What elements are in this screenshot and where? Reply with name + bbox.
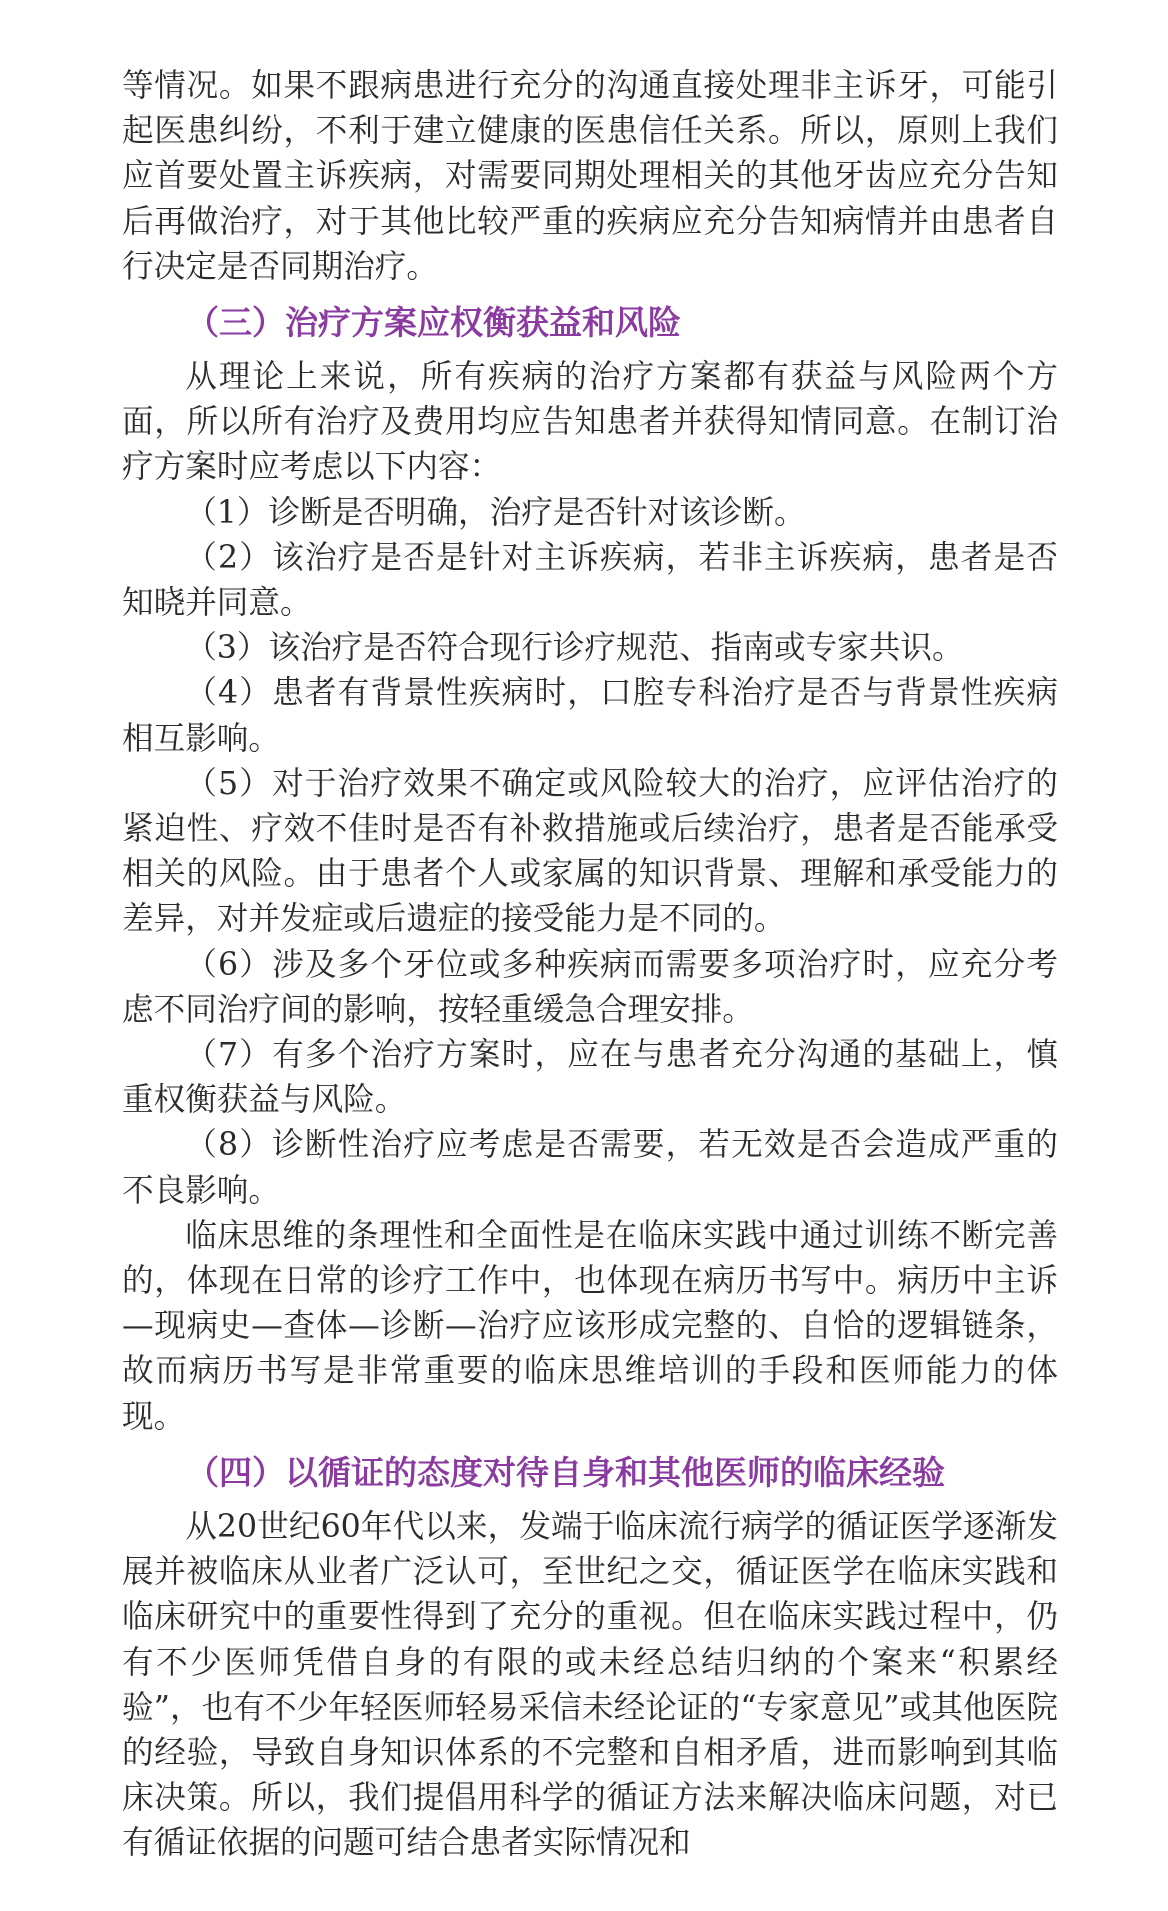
list-item-4: （4）患者有背景性疾病时，口腔专科治疗是否与背景性疾病相互影响。 bbox=[122, 675, 1058, 757]
list-item-3: （3）该治疗是否符合现行诊疗规范、指南或专家共识。 bbox=[185, 630, 964, 667]
paragraph-intro: 从理论上来说，所有疾病的治疗方案都有获益与风险两个方面，所以所有治疗及费用均应告知患者并获得知情同意。在制订治疗方案时应考虑以下内容： bbox=[122, 359, 1058, 486]
list-item-6: （6）涉及多个牙位或多种疾病而需要多项治疗时，应充分考虑不同治疗间的影响，按轻重缓急合理安排。 bbox=[122, 946, 1058, 1028]
paragraph-continuation: 等情况。如果不跟病患进行充分的沟通直接处理非主诉牙，可能引起医患纠纷，不利于建立健康的医患信任关系。所以，原则上我们应首要处置主诉疾病，对需要同期处理相关的其他牙齿应充分告知后再做治疗，对于其他比较严重的疾病应充分告知病情并由患者自行决定是否同期治疗。 bbox=[122, 68, 1058, 285]
list-item-7: （7）有多个治疗方案时，应在与患者充分沟通的基础上，慎重权衡获益与风险。 bbox=[122, 1037, 1058, 1119]
section-heading-4: （四）以循证的态度对待自身和其他医师的临床经验 bbox=[186, 1452, 945, 1492]
section-heading-3: （三）治疗方案应权衡获益和风险 bbox=[186, 303, 681, 343]
paragraph-clinical-thinking: 临床思维的条理性和全面性是在临床实践中通过训练不断完善的，体现在日常的诊疗工作中，也体现在病历书写中。病历中主诉—现病史—查体—诊断—治疗应该形成完整的、自恰的逻辑链条，故而病历书写是非常重要的临床思维培训的手段和医师能力的体现。 bbox=[122, 1217, 1058, 1435]
list-item-2: （2）该治疗是否是针对主诉疾病，若非主诉疾病，患者是否知晓并同意。 bbox=[122, 539, 1058, 622]
book-page bbox=[122, 64, 1058, 1867]
list-item-5: （5）对于治疗效果不确定或风险较大的治疗，应评估治疗的紧迫性、疗效不佳时是否有补救措施或后续治疗，患者是否能承受相关的风险。由于患者个人或家属的知识背景、理解和承受能力的差异，对并发症或后遗症的接受能力是不同的。 bbox=[122, 765, 1058, 938]
list-item-8: （8）诊断性治疗应考虑是否需要，若无效是否会造成严重的不良影响。 bbox=[122, 1127, 1058, 1209]
paragraph-evidence-based: 从20世纪60年代以来，发端于临床流行病学的循证医学逐渐发展并被临床从业者广泛认可，至世纪之交，循证医学在临床实践和临床研究中的重要性得到了充分的重视。但在临床实践过程中，仍有不少医师凭借自身的有限的或未经总结归纳的个案来“积累经验”，也有不少年轻医师轻易采信未经论证的“专家意见”或其他医院的经验，导致自身知识体系的不完整和自相矛盾，进而影响到其临床决策。所以，我们提倡用科学的循证方法来解决临床问题，对已有循证依据的问题可结合患者实际情况和 bbox=[122, 1508, 1058, 1862]
list-item-1: （1）诊断是否明确，治疗是否针对该诊断。 bbox=[185, 494, 806, 531]
